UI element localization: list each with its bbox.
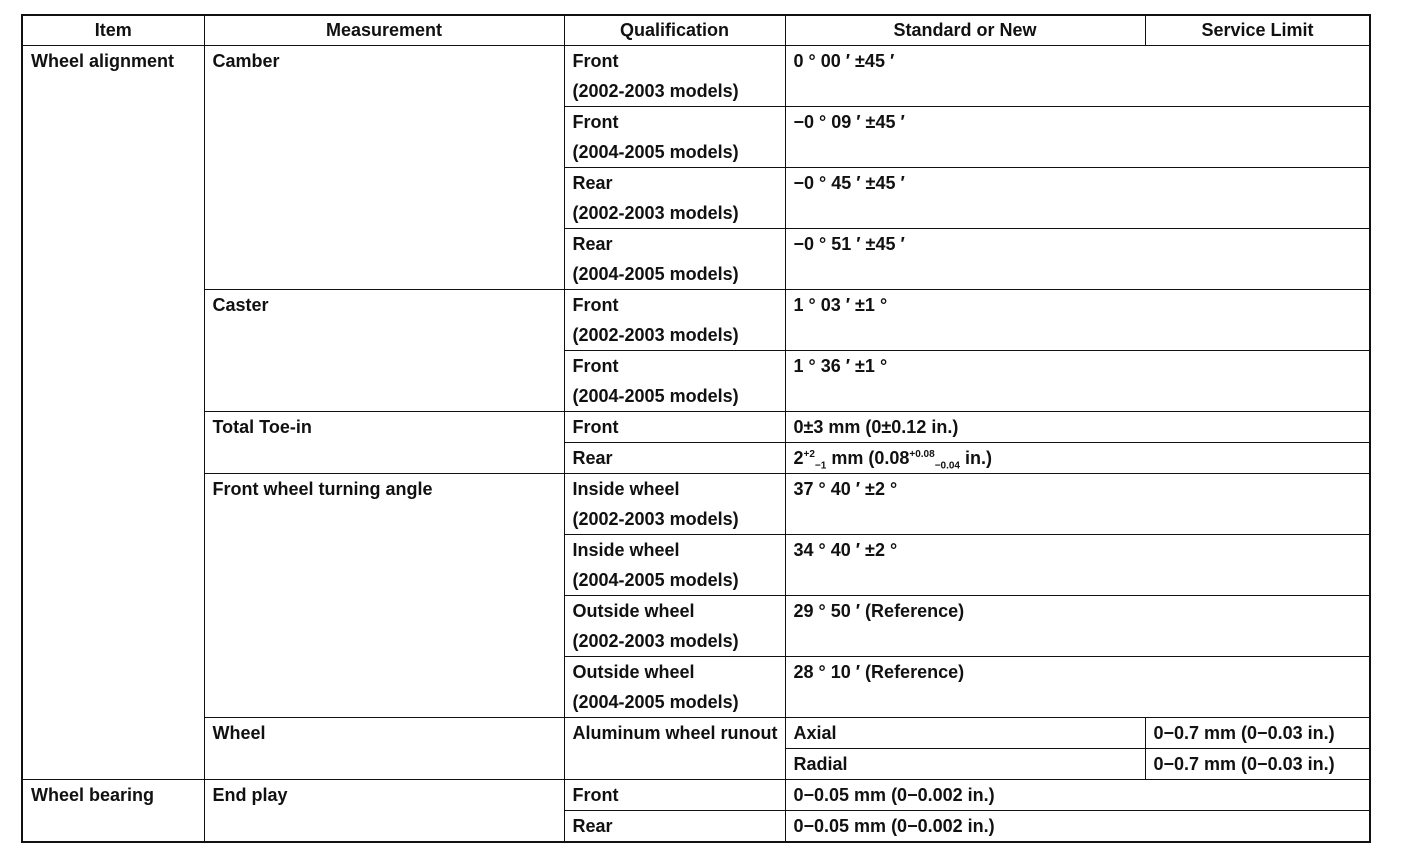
measurement-end-play: End play — [204, 780, 564, 843]
standard-cell: 0−0.05 mm (0−0.002 in.) — [785, 780, 1370, 811]
qualification-cell: Front (2002-2003 models) — [564, 290, 785, 351]
standard-cell: 0±3 mm (0±0.12 in.) — [785, 412, 1370, 443]
header-row — [22, 15, 1370, 46]
standard-cell: 28 ° 10 ′ (Reference) — [785, 657, 1370, 718]
table-row — [22, 474, 1370, 535]
qualification-cell: Inside wheel (2002-2003 models) — [564, 474, 785, 535]
qualification-cell: Inside wheel (2004-2005 models) — [564, 535, 785, 596]
measurement-turning-angle: Front wheel turning angle — [204, 474, 564, 718]
qualification-cell: Rear — [564, 443, 785, 474]
table-row — [22, 412, 1370, 443]
standard-cell: 37 ° 40 ′ ±2 ° — [785, 474, 1370, 535]
standard-cell: −0 ° 09 ′ ±45 ′ — [785, 107, 1370, 168]
qualification-cell: Outside wheel (2002-2003 models) — [564, 596, 785, 657]
qualification-cell: Front (2002-2003 models) — [564, 46, 785, 107]
item-wheel-alignment: Wheel alignment — [22, 46, 204, 780]
standard-cell: 0−0.05 mm (0−0.002 in.) — [785, 811, 1370, 843]
table-row — [22, 46, 1370, 107]
qualification-cell: Radial — [785, 749, 1145, 780]
measurement-toe-in: Total Toe-in — [204, 412, 564, 474]
standard-cell: −0 ° 51 ′ ±45 ′ — [785, 229, 1370, 290]
standard-cell: 29 ° 50 ′ (Reference) — [785, 596, 1370, 657]
item-wheel-bearing: Wheel bearing — [22, 780, 204, 843]
standard-cell: 0−0.7 mm (0−0.03 in.) — [1145, 749, 1370, 780]
qualification-cell: Rear (2004-2005 models) — [564, 229, 785, 290]
qualification-cell: Front (2004-2005 models) — [564, 351, 785, 412]
standard-cell: 1 ° 36 ′ ±1 ° — [785, 351, 1370, 412]
standard-cell: 0 ° 00 ′ ±45 ′ — [785, 46, 1370, 107]
qualification-cell: Rear (2002-2003 models) — [564, 168, 785, 229]
table-row — [22, 780, 1370, 811]
qualification-cell: Front — [564, 412, 785, 443]
table-row — [22, 290, 1370, 351]
measurement-caster: Caster — [204, 290, 564, 412]
specifications-table — [21, 14, 1371, 843]
header-service-limit: Service Limit — [1145, 15, 1370, 46]
table-row — [22, 718, 1370, 749]
qualification-cell: Rear — [564, 811, 785, 843]
item-wheel: Wheel — [204, 718, 564, 780]
qualification-cell: Outside wheel (2004-2005 models) — [564, 657, 785, 718]
qualification-cell: Front — [564, 780, 785, 811]
header-qualification: Qualification — [564, 15, 785, 46]
standard-cell: 34 ° 40 ′ ±2 ° — [785, 535, 1370, 596]
header-item: Item — [22, 15, 204, 46]
standard-cell: $2^{+2}_{-1}$ mm ($0.08^{+0.08}_{-0.04}$ in.) — [785, 443, 1370, 474]
qualification-cell: Front (2004-2005 models) — [564, 107, 785, 168]
standard-cell: 1 ° 03 ′ ±1 ° — [785, 290, 1370, 351]
header-measurement: Measurement — [204, 15, 564, 46]
header-standard: Standard or New — [785, 15, 1145, 46]
measurement-camber: Camber — [204, 46, 564, 290]
standard-cell: −0 ° 45 ′ ±45 ′ — [785, 168, 1370, 229]
standard-cell: 0−0.7 mm (0−0.03 in.) — [1145, 718, 1370, 749]
measurement-runout: Aluminum wheel runout — [564, 718, 785, 780]
qualification-cell: Axial — [785, 718, 1145, 749]
